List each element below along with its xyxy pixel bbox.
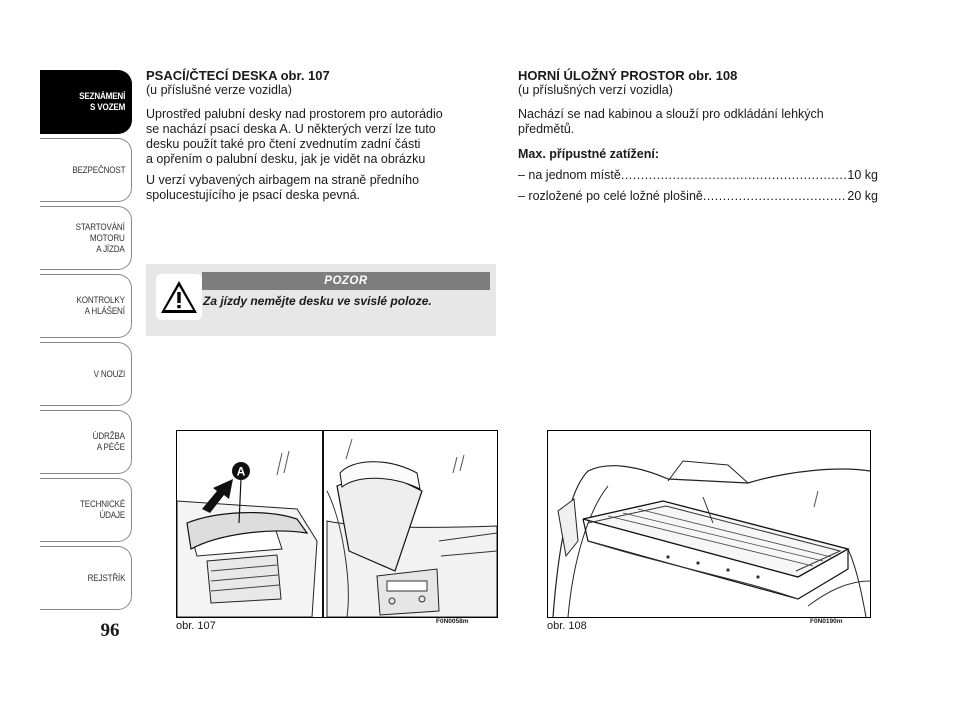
figure-caption: obr. 108 bbox=[547, 620, 587, 632]
tab-startovani[interactable] bbox=[40, 206, 132, 270]
tab-label: TECHNICKÉ ÚDAJE bbox=[79, 499, 125, 521]
right-column bbox=[518, 68, 878, 210]
figure-caption: obr. 107 bbox=[176, 620, 216, 632]
paragraph bbox=[518, 107, 878, 137]
paragraph bbox=[146, 173, 496, 203]
tab-label: BEZPEČNOST bbox=[71, 164, 125, 176]
warning-triangle-icon bbox=[156, 274, 202, 320]
load-item-value: 20 kg bbox=[847, 189, 878, 203]
section-subheading: (u příslušné verze vozidla) bbox=[146, 83, 292, 97]
tab-udrzba[interactable] bbox=[40, 410, 132, 474]
text-line: a opřením o palubní desku, jak je vidět na obrázku bbox=[146, 152, 426, 166]
dot-leader bbox=[621, 168, 848, 183]
page-number: 96 bbox=[100, 620, 120, 641]
figure-code: F0N0190m bbox=[810, 618, 843, 625]
figure-107 bbox=[176, 430, 498, 618]
paragraph bbox=[146, 107, 496, 167]
tab-label: ÚDRŽBA A PÉČE bbox=[92, 431, 125, 453]
upper-storage-illustration bbox=[548, 431, 870, 617]
tab-v-nouzi[interactable] bbox=[40, 342, 132, 406]
section-heading: HORNÍ ÚLOŽNÝ PROSTOR obr. 108 bbox=[518, 68, 738, 83]
text-line: desku použít také pro čtení zvednutím zadní části bbox=[146, 137, 421, 151]
load-item-label: – rozložené po celé ložné plošině bbox=[518, 189, 703, 203]
chapter-tabs bbox=[40, 70, 132, 614]
text-line: se nachází psací deska A. U některých verzí lze tuto bbox=[146, 122, 436, 136]
marker-label: A bbox=[236, 464, 246, 479]
figure-code: F0N0058m bbox=[436, 618, 469, 625]
warning-text: Za jízdy nemějte desku ve svislé poloze. bbox=[203, 294, 432, 308]
tab-label: SEZNÁMENÍ S VOZEM bbox=[78, 91, 125, 113]
warning-title: POZOR bbox=[202, 272, 490, 290]
text-line: předmětů. bbox=[518, 122, 575, 136]
figure-108 bbox=[547, 430, 871, 618]
tab-label: KONTROLKY A HLÁŠENÍ bbox=[76, 295, 125, 317]
tab-label: V NOUZI bbox=[93, 368, 125, 380]
tab-seznameni[interactable] bbox=[40, 70, 132, 134]
tab-rejstrik[interactable] bbox=[40, 546, 132, 610]
load-item bbox=[518, 189, 878, 204]
text-line: U verzí vybavených airbagem na straně předního bbox=[146, 173, 420, 187]
tab-technicke[interactable] bbox=[40, 478, 132, 542]
left-column bbox=[146, 68, 496, 209]
max-load-title: Max. přípustné zatížení: bbox=[518, 147, 659, 161]
text-line: spolucestujícího je psací deska pevná. bbox=[146, 188, 361, 202]
load-item-label: – na jednom místě bbox=[518, 168, 621, 182]
load-item-value: 10 kg bbox=[847, 168, 878, 182]
section-subheading: (u příslušných verzí vozidla) bbox=[518, 83, 673, 97]
text-line: Uprostřed palubní desky nad prostorem pro autorádio bbox=[146, 107, 443, 121]
section-heading: PSACÍ/ČTECÍ DESKA obr. 107 bbox=[146, 68, 330, 83]
writing-desk-illustration bbox=[177, 431, 497, 617]
tab-label: STARTOVÁNÍ MOTORU A JÍZDA bbox=[75, 221, 125, 255]
load-item bbox=[518, 168, 878, 183]
dot-leader bbox=[703, 189, 848, 204]
tab-kontrolky[interactable] bbox=[40, 274, 132, 338]
tab-label: REJSTŘÍK bbox=[87, 572, 125, 584]
tab-bezpecnost[interactable] bbox=[40, 138, 132, 202]
text-line: Nachází se nad kabinou a slouží pro odkládání lehkých bbox=[518, 107, 824, 121]
